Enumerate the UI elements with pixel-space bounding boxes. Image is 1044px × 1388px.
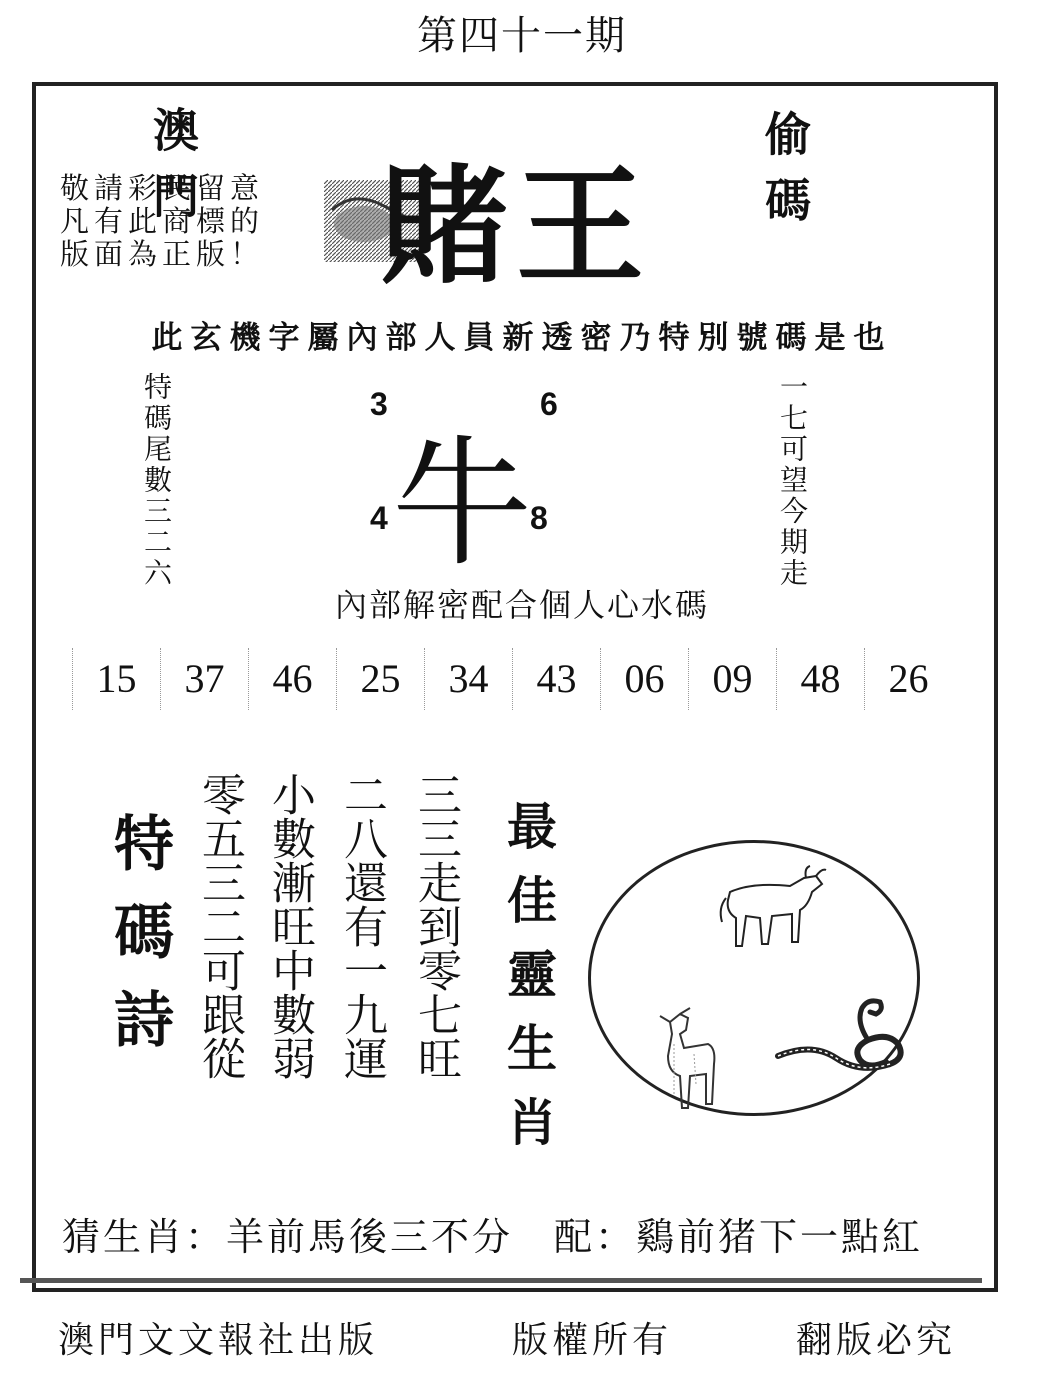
notice-block <box>60 172 310 271</box>
guess-text: 猜生肖：羊前馬後三不分 配：鷄前猪下一點紅 <box>62 1215 924 1259</box>
number-cell: 37 <box>160 648 248 710</box>
issue-title: 第四十一期 <box>417 13 627 59</box>
tagline: 內部解密配合個人心水碼 <box>334 586 709 624</box>
poem-column-4: 三三走到零七旺 <box>410 772 462 1080</box>
ox-icon <box>712 862 828 954</box>
footer-rights: 版權所有 <box>512 1320 673 1361</box>
number-cell: 25 <box>336 648 424 710</box>
number-cell: 48 <box>776 648 864 710</box>
number-cell: 34 <box>424 648 512 710</box>
poem-title: 特碼詩 <box>104 812 174 1076</box>
notice-line: 版面為正版！ <box>60 237 265 271</box>
number-cell: 26 <box>864 648 952 710</box>
number-cell: 09 <box>688 648 776 710</box>
digit-bottom-left: 4 <box>370 500 388 536</box>
number-row <box>72 648 952 710</box>
subtitle: 此玄機字屬內部人員新透密乃特別號碼是也 <box>151 320 893 356</box>
poem-column-3: 二八還有一九運 <box>336 772 388 1080</box>
number-cell: 06 <box>600 648 688 710</box>
number-cell: 43 <box>512 648 600 710</box>
footer-warning: 翻版必究 <box>796 1320 957 1361</box>
number-cell: 15 <box>72 648 160 710</box>
digit-top-left: 3 <box>370 386 388 422</box>
goat-icon <box>650 1004 720 1114</box>
number-cell: 46 <box>248 648 336 710</box>
corner-left-text: 澳門 <box>146 106 200 238</box>
best-zodiac-title: 最佳靈生肖 <box>499 800 558 1170</box>
main-title: 賭王 <box>380 153 653 302</box>
digit-bottom-right: 8 <box>530 500 548 536</box>
right-side-text: 一七可望今期走 <box>776 372 809 589</box>
notice-line: 敬請彩民留意 <box>60 171 265 205</box>
left-side-text: 特碼尾數三二六 <box>140 372 173 589</box>
poem-column-2: 小數漸旺中數弱 <box>264 772 316 1080</box>
digit-top-right: 6 <box>540 386 558 422</box>
notice-line: 凡有此商標的 <box>60 204 265 238</box>
footer-publisher: 澳門文文報社出版 <box>58 1320 379 1361</box>
zodiac-character: 牛 <box>392 423 533 586</box>
snake-icon <box>772 992 912 1082</box>
poem-column-1: 零五三二可跟從 <box>194 772 246 1080</box>
frame-bottom-rule <box>20 1278 982 1283</box>
corner-right-text: 偷碼 <box>758 110 812 242</box>
